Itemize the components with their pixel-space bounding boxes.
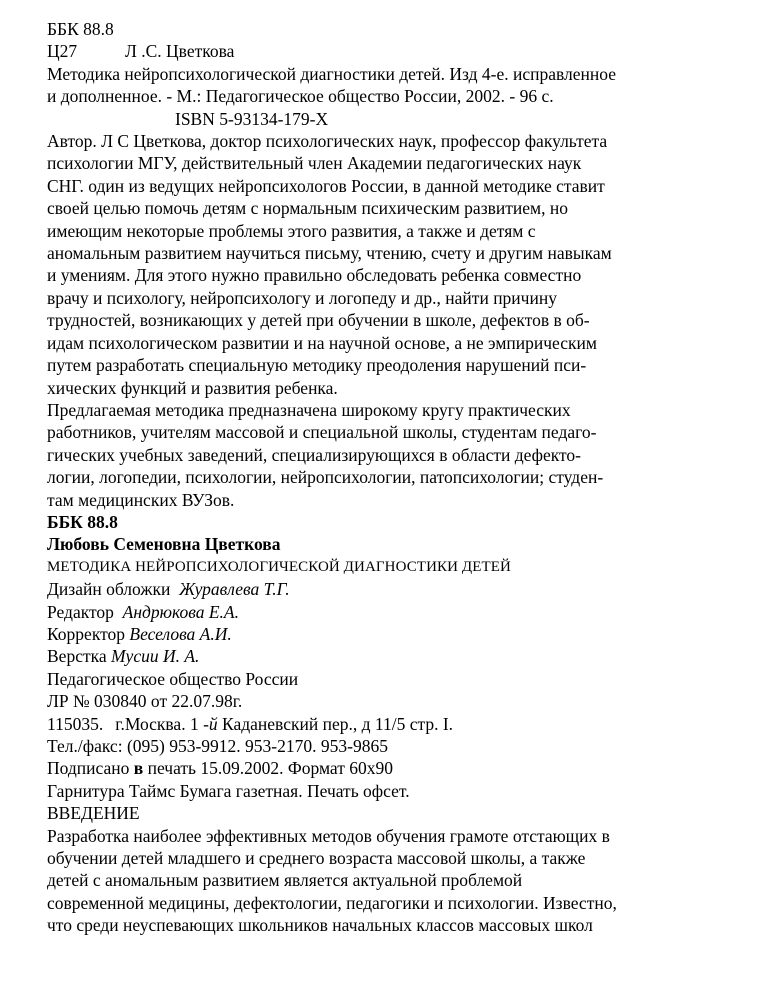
author-code: Ц27 bbox=[47, 41, 78, 62]
phone-fax: Тел./факс: (095) 953-9912. 953-2170. 953-9865 bbox=[47, 736, 388, 756]
abstract-paragraph bbox=[47, 130, 732, 399]
signed-label: Подписано bbox=[47, 758, 130, 779]
abstract-line: врачу и психологу, нейропсихологу и логопеду и др., найти причину bbox=[47, 287, 557, 308]
address-city: г.Москва. 1 - bbox=[115, 713, 209, 734]
publisher-name: Педагогическое общество России bbox=[47, 668, 299, 689]
layout-credit bbox=[47, 645, 732, 667]
editor-credit bbox=[47, 601, 732, 623]
intro-line: детей с аномальным развитием является актуальной проблемой bbox=[47, 870, 523, 891]
address-zip: 115035. bbox=[47, 713, 104, 734]
abstract-line: идам психологическом развитии и на научной основе, а не эмпирическим bbox=[47, 332, 597, 353]
abstract-line: СНГ. один из ведущих нейропсихологов России, в данной методике ставит bbox=[47, 175, 605, 196]
abstract-line: трудностей, возникающих у детей при обучении в школе, дефектов в об- bbox=[47, 310, 590, 331]
print-signed-line bbox=[47, 757, 732, 779]
signed-preposition: в bbox=[133, 758, 144, 779]
cover-design-name: Журавлева Т.Г. bbox=[179, 579, 290, 600]
audience-line: работников, учителям массовой и специальной школы, студентам педаго- bbox=[47, 422, 597, 443]
intro-line: Разработка наиболее эффективных методов обучения грамоте отстающих в bbox=[47, 825, 610, 846]
audience-line: логии, логопедии, психологии, нейропсихологии, патопсихологии; студен- bbox=[47, 467, 604, 488]
abstract-line: хических функций и развития ребенка. bbox=[47, 377, 338, 398]
intro-heading: ВВЕДЕНИЕ bbox=[47, 803, 140, 824]
isbn: ISBN 5-93134-179-X bbox=[175, 108, 329, 129]
corrector-name: Веселова А.И. bbox=[129, 623, 232, 644]
publisher-address bbox=[47, 713, 732, 735]
layout-name: Мусии И. А. bbox=[110, 646, 200, 667]
editor-label: Редактор bbox=[47, 601, 114, 622]
abstract-line: психологии МГУ, действительный член Академии педагогических наук bbox=[47, 153, 582, 174]
address-street: Каданевский пер., д 11/5 стр. I. bbox=[217, 713, 454, 734]
cover-design-label: Дизайн обложки bbox=[47, 579, 171, 600]
audience-line: там медицинских ВУЗов. bbox=[47, 489, 235, 510]
abstract-line: имеющим некоторые проблемы этого развития, а также и детям с bbox=[47, 220, 536, 241]
typeface-paper-line: Гарнитура Таймс Бумага газетная. Печать офсет. bbox=[47, 780, 410, 801]
bbk-code-imprint: ББК 88.8 bbox=[47, 511, 118, 532]
signed-details: печать 15.09.2002. Формат 60x90 bbox=[143, 758, 394, 779]
citation-line-1: Методика нейропсихологической диагностики детей. Изд 4-е. исправленное bbox=[47, 63, 617, 84]
license-number: ЛР № 030840 от 22.07.98г. bbox=[47, 691, 243, 712]
layout-label: Верстка bbox=[47, 646, 107, 667]
abstract-line: и умениям. Для этого нужно правильно обследовать ребенка совместно bbox=[47, 265, 582, 286]
citation-line-2: и дополненное. - М.: Педагогическое общество России, 2002. - 96 с. bbox=[47, 86, 554, 107]
author-code-line bbox=[47, 40, 732, 62]
abstract-line: своей целью помочь детям с нормальным психическим развитием, но bbox=[47, 198, 568, 219]
abstract-line: Автор. Л С Цветкова, доктор психологических наук, профессор факультета bbox=[47, 131, 608, 152]
intro-line: обучении детей младшего и среднего возраста массовой школы, а также bbox=[47, 848, 586, 869]
abstract-line: аномальным развитием научиться письму, чтению, счету и другим навыкам bbox=[47, 243, 612, 264]
author-short-name: Л .С. Цветкова bbox=[125, 41, 235, 62]
corrector-label: Корректор bbox=[47, 623, 126, 644]
author-full-name: Любовь Семеновна Цветкова bbox=[47, 534, 281, 555]
cover-design-credit bbox=[47, 578, 732, 600]
intro-line: что среди неуспевающих школьников начальных классов массовых школ bbox=[47, 915, 593, 936]
address-ordinal: й bbox=[208, 713, 218, 734]
corrector-credit bbox=[47, 623, 732, 645]
audience-paragraph bbox=[47, 399, 732, 511]
audience-line: Предлагаемая методика предназначена широкому кругу практических bbox=[47, 399, 571, 420]
audience-line: гических учебных заведений, специализирующихся в области дефекто- bbox=[47, 444, 581, 465]
editor-name: Андрюкова Е.А. bbox=[122, 601, 239, 622]
intro-paragraph bbox=[47, 825, 732, 937]
bbk-code-top: ББК 88.8 bbox=[47, 19, 114, 39]
abstract-line: путем разработать специальную методику преодоления нарушений пси- bbox=[47, 355, 587, 376]
intro-line: современной медицины, дефектологии, педагогики и психологии. Известно, bbox=[47, 892, 617, 913]
book-title-caps: МЕТОДИКА НЕЙРОПСИХОЛОГИЧЕСКОЙ ДИАГНОСТИКИ ДЕТЕЙ bbox=[47, 558, 511, 575]
